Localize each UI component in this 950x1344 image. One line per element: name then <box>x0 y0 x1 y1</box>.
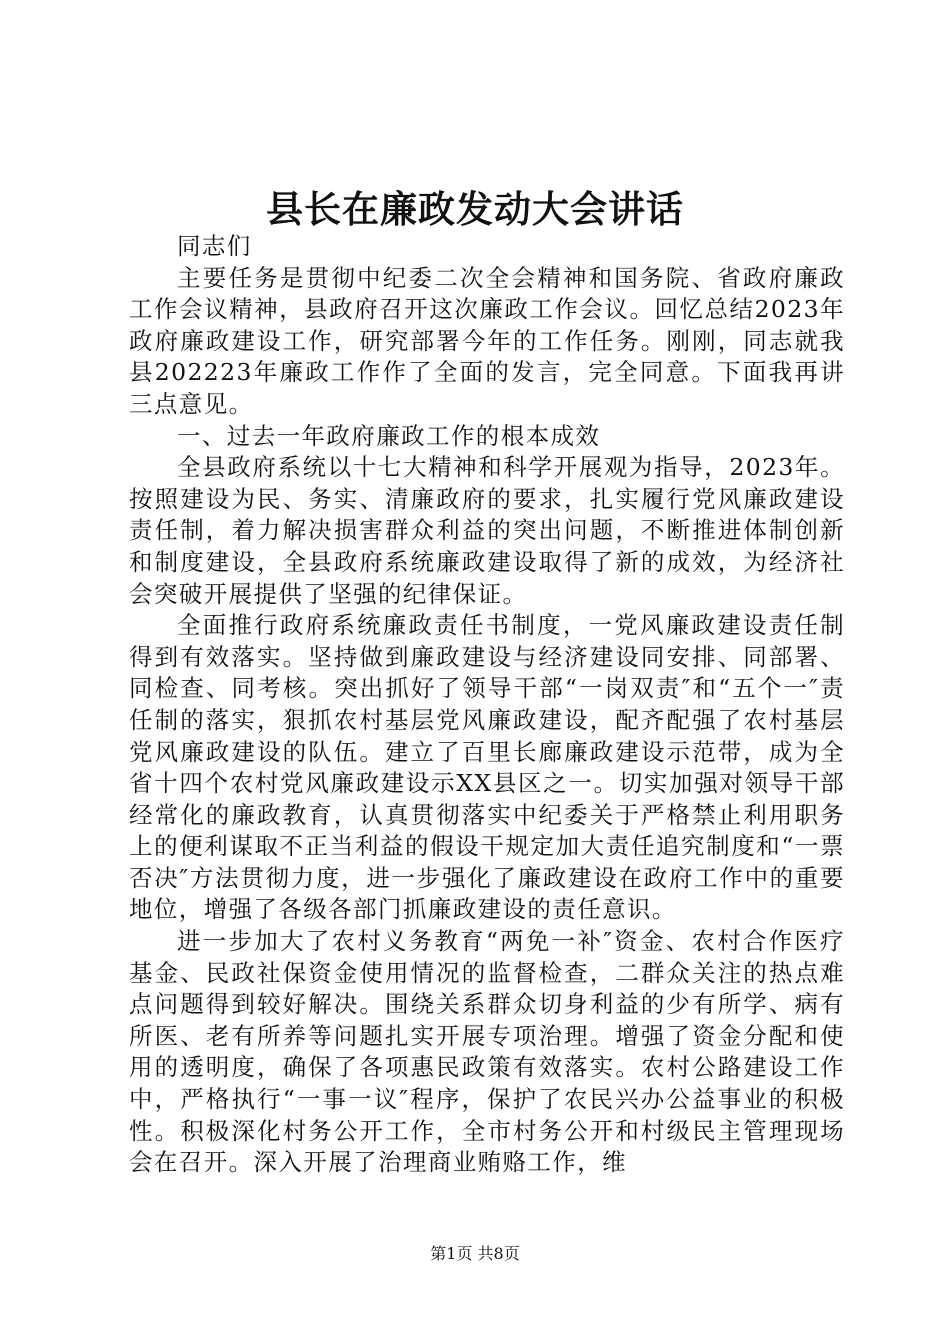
document-body <box>129 231 845 1179</box>
body-paragraph: 主要任务是贯彻中纪委二次全会精神和国务院、省政府廉政工作会议精神，县政府召开这次廉政工作会议。回忆总结2023年政府廉政建设工作，研究部署今年的工作任务。刚刚，同志就我县202223年廉政工作作了全面的发言，完全同意。下面我再讲三点意见。 <box>129 263 845 418</box>
body-paragraph: 全面推行政府系统廉政责任书制度，一党风廉政建设责任制得到有效落实。坚持做到廉政建设与经济建设同安排、同部署、同检查、同考核。突出抓好了领导干部“一岗双责″和“五个一″责任制的落实，狠抓农村基层党风廉政建设，配齐配强了农村基层党风廉政建设的队伍。建立了百里长廊廉政建设示范带，成为全省十四个农村党风廉政建设示XX县区之一。切实加强对领导干部经常化的廉政教育，认真贯彻落实中纪委关于严格禁止利用职务上的便利谋取不正当利益的假设干规定加大责任追究制度和“一票否决″方法贯彻力度，进一步强化了廉政建设在政府工作中的重要地位，增强了各级各部门抓廉政建设的责任意识。 <box>129 611 845 924</box>
page-indicator: 第1页 共8页 <box>430 1244 520 1263</box>
body-paragraph: 全县政府系统以十七大精神和科学开展观为指导，2023年。按照建设为民、务实、清廉政府的要求，扎实履行党风廉政建设责任制，着力解决损害群众利益的突出问题，不断推进体制创新和制度建设，全县政府系统廉政建设取得了新的成效，为经济社会突破开展提供了坚强的纪律保证。 <box>129 453 845 608</box>
section-heading: 一、过去一年政府廉政工作的根本成效 <box>177 421 601 450</box>
salutation-paragraph: 同志们 <box>177 232 252 260</box>
document-title: 县长在廉政发动大会讲话 <box>266 187 684 231</box>
body-paragraph: 进一步加大了农村义务教育“两免一补″资金、农村合作医疗基金、民政社保资金使用情况的监督检查，二群众关注的热点难点问题得到较好解决。围绕关系群众切身利益的少有所学、病有所医、老有所养等问题扎实开展专项治理。增强了资金分配和使用的透明度，确保了各项惠民政策有效落实。农村公路建设工作中，严格执行“一事一议″程序，保护了农民兴办公益事业的积极性。积极深化村务公开工作，全市村务公开和村级民主管理现场会在召开。深入开展了治理商业贿赂工作，维 <box>129 927 845 1177</box>
